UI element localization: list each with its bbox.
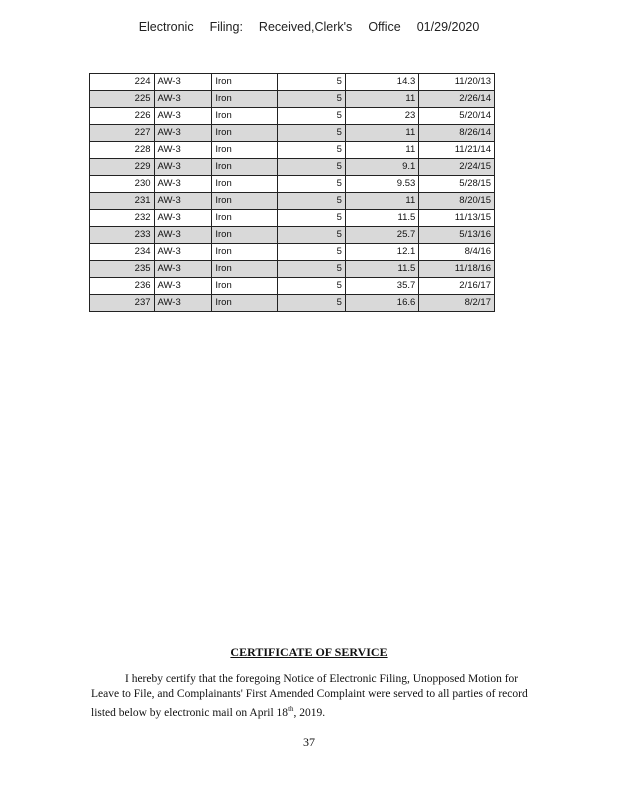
cell-well: AW-3 — [154, 295, 212, 312]
cell-result: 9.1 — [345, 159, 418, 176]
cell-result: 11.5 — [345, 210, 418, 227]
page-number: 37 — [303, 735, 315, 749]
cell-date: 11/20/13 — [419, 74, 495, 91]
cell-analyte: Iron — [212, 210, 278, 227]
cell-result: 25.7 — [345, 227, 418, 244]
cell-result: 11.5 — [345, 261, 418, 278]
cell-sample-id: 224 — [90, 74, 155, 91]
cell-well: AW-3 — [154, 176, 212, 193]
cell-well: AW-3 — [154, 261, 212, 278]
table-row — [90, 227, 495, 244]
table-row — [90, 278, 495, 295]
cell-standard: 5 — [278, 74, 346, 91]
certificate-body-end: , 2019. — [293, 706, 326, 719]
cell-analyte: Iron — [212, 278, 278, 295]
table-row — [90, 210, 495, 227]
cell-analyte: Iron — [212, 227, 278, 244]
certificate-body-text: I hereby certify that the foregoing Notice of Electronic Filing, Unopposed Motion for Leave to File, and Complainants' First Amended Complaint were served to all parties of record listed below by electronic mail on April 18 — [91, 673, 528, 719]
cell-analyte: Iron — [212, 125, 278, 142]
monitoring-data-table — [89, 73, 495, 312]
cell-sample-id: 231 — [90, 193, 155, 210]
cell-result: 12.1 — [345, 244, 418, 261]
header-word-received: Received,Clerk's — [258, 20, 353, 34]
cell-date: 8/2/17 — [419, 295, 495, 312]
cell-well: AW-3 — [154, 278, 212, 295]
cell-standard: 5 — [278, 142, 346, 159]
certificate-title: CERTIFICATE OF SERVICE — [230, 645, 388, 659]
cell-date: 8/26/14 — [419, 125, 495, 142]
cell-sample-id: 225 — [90, 91, 155, 108]
header-date: 01/29/2020 — [416, 20, 480, 34]
cell-sample-id: 237 — [90, 295, 155, 312]
cell-standard: 5 — [278, 227, 346, 244]
table-body — [90, 74, 495, 312]
cell-well: AW-3 — [154, 91, 212, 108]
cell-well: AW-3 — [154, 159, 212, 176]
cell-date: 5/28/15 — [419, 176, 495, 193]
header-word-office: Office — [368, 20, 401, 34]
cell-analyte: Iron — [212, 159, 278, 176]
cell-sample-id: 229 — [90, 159, 155, 176]
cell-date: 11/13/15 — [419, 210, 495, 227]
cell-sample-id: 230 — [90, 176, 155, 193]
cell-result: 9.53 — [345, 176, 418, 193]
cell-date: 8/20/15 — [419, 193, 495, 210]
cell-result: 14.3 — [345, 74, 418, 91]
cell-sample-id: 232 — [90, 210, 155, 227]
cell-well: AW-3 — [154, 244, 212, 261]
cell-sample-id: 234 — [90, 244, 155, 261]
cell-date: 2/16/17 — [419, 278, 495, 295]
cell-result: 16.6 — [345, 295, 418, 312]
cell-date: 8/4/16 — [419, 244, 495, 261]
cell-well: AW-3 — [154, 74, 212, 91]
cell-result: 23 — [345, 108, 418, 125]
cell-well: AW-3 — [154, 227, 212, 244]
cell-date: 2/26/14 — [419, 91, 495, 108]
table-row — [90, 108, 495, 125]
cell-standard: 5 — [278, 244, 346, 261]
cell-analyte: Iron — [212, 74, 278, 91]
cell-standard: 5 — [278, 125, 346, 142]
cell-analyte: Iron — [212, 193, 278, 210]
cell-standard: 5 — [278, 295, 346, 312]
cell-date: 11/18/16 — [419, 261, 495, 278]
cell-standard: 5 — [278, 159, 346, 176]
cell-analyte: Iron — [212, 108, 278, 125]
cell-well: AW-3 — [154, 193, 212, 210]
cell-well: AW-3 — [154, 108, 212, 125]
cell-analyte: Iron — [212, 91, 278, 108]
cell-analyte: Iron — [212, 295, 278, 312]
table-row — [90, 142, 495, 159]
table-row — [90, 261, 495, 278]
certificate-body — [91, 672, 531, 721]
cell-sample-id: 233 — [90, 227, 155, 244]
table-row — [90, 193, 495, 210]
cell-standard: 5 — [278, 210, 346, 227]
cell-date: 5/20/14 — [419, 108, 495, 125]
cell-result: 11 — [345, 142, 418, 159]
header-word-electronic: Electronic — [138, 20, 194, 34]
certificate-body-superscript: th — [288, 705, 294, 713]
cell-sample-id: 235 — [90, 261, 155, 278]
cell-well: AW-3 — [154, 142, 212, 159]
table-row — [90, 159, 495, 176]
table-row — [90, 295, 495, 312]
cell-result: 11 — [345, 91, 418, 108]
cell-date: 5/13/16 — [419, 227, 495, 244]
cell-date: 11/21/14 — [419, 142, 495, 159]
cell-standard: 5 — [278, 261, 346, 278]
cell-sample-id: 227 — [90, 125, 155, 142]
table-row — [90, 125, 495, 142]
cell-date: 2/24/15 — [419, 159, 495, 176]
table-row — [90, 74, 495, 91]
cell-analyte: Iron — [212, 244, 278, 261]
cell-analyte: Iron — [212, 142, 278, 159]
table-row — [90, 176, 495, 193]
table-row — [90, 244, 495, 261]
table-row — [90, 91, 495, 108]
cell-analyte: Iron — [212, 176, 278, 193]
cell-sample-id: 228 — [90, 142, 155, 159]
cell-standard: 5 — [278, 108, 346, 125]
filing-stamp-header — [0, 20, 618, 34]
cell-standard: 5 — [278, 278, 346, 295]
cell-well: AW-3 — [154, 125, 212, 142]
header-word-filing: Filing: — [209, 20, 243, 34]
cell-analyte: Iron — [212, 261, 278, 278]
cell-sample-id: 226 — [90, 108, 155, 125]
cell-standard: 5 — [278, 91, 346, 108]
cell-standard: 5 — [278, 193, 346, 210]
cell-sample-id: 236 — [90, 278, 155, 295]
cell-standard: 5 — [278, 176, 346, 193]
cell-well: AW-3 — [154, 210, 212, 227]
cell-result: 11 — [345, 193, 418, 210]
cell-result: 35.7 — [345, 278, 418, 295]
cell-result: 11 — [345, 125, 418, 142]
